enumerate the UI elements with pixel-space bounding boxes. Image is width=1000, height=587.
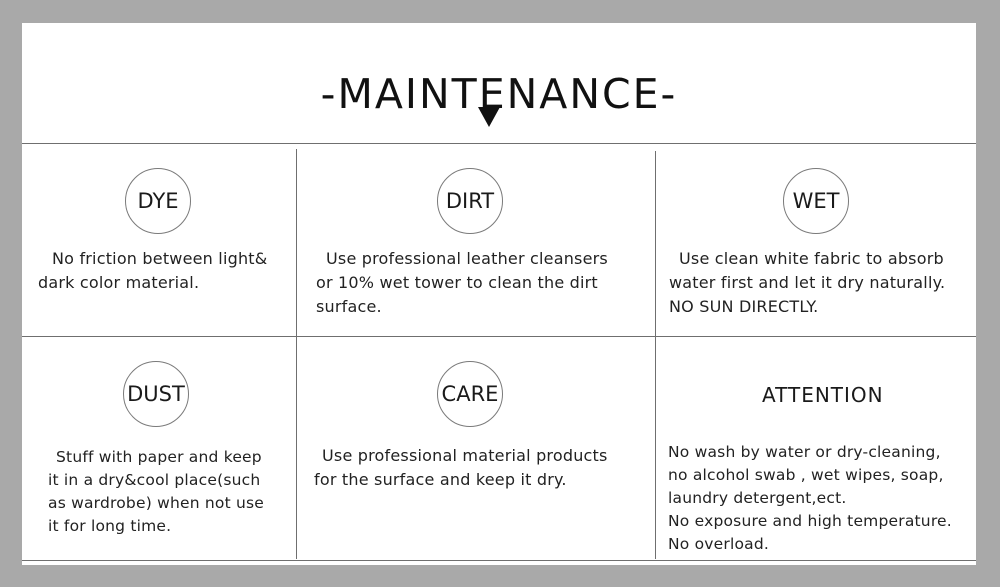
down-arrow-icon <box>478 107 500 127</box>
dye-badge: DYE <box>125 168 191 234</box>
divider-bottom <box>22 560 976 561</box>
divider-col-1 <box>296 149 297 559</box>
wet-badge: WET <box>783 168 849 234</box>
dust-text: Stuff with paper and keep it in a dry&cool place(such as wardrobe) when not use it for long time. <box>48 448 265 535</box>
maintenance-sheet <box>22 23 976 565</box>
dust-badge: DUST <box>123 361 189 427</box>
divider-col-2 <box>655 151 656 559</box>
divider-top <box>22 143 976 144</box>
attention-text: No wash by water or dry-cleaning, no alcohol swab , wet wipes, soap, laundry detergent,ect. No exposure and high temperature. No overload. <box>668 443 952 553</box>
dirt-text: Use professional leather cleansers or 10% wet tower to clean the dirt surface. <box>316 249 608 316</box>
care-text: Use professional material products for the surface and keep it dry. <box>314 446 608 489</box>
dirt-badge: DIRT <box>437 168 503 234</box>
divider-middle <box>22 336 976 337</box>
wet-text: Use clean white fabric to absorb water first and let it dry naturally. NO SUN DIRECTLY. <box>669 249 946 316</box>
attention-heading: ATTENTION <box>762 383 884 407</box>
care-badge: CARE <box>437 361 503 427</box>
dye-text: No friction between light& dark color material. <box>38 249 268 292</box>
page-title: -MAINTENANCE- <box>320 70 678 118</box>
